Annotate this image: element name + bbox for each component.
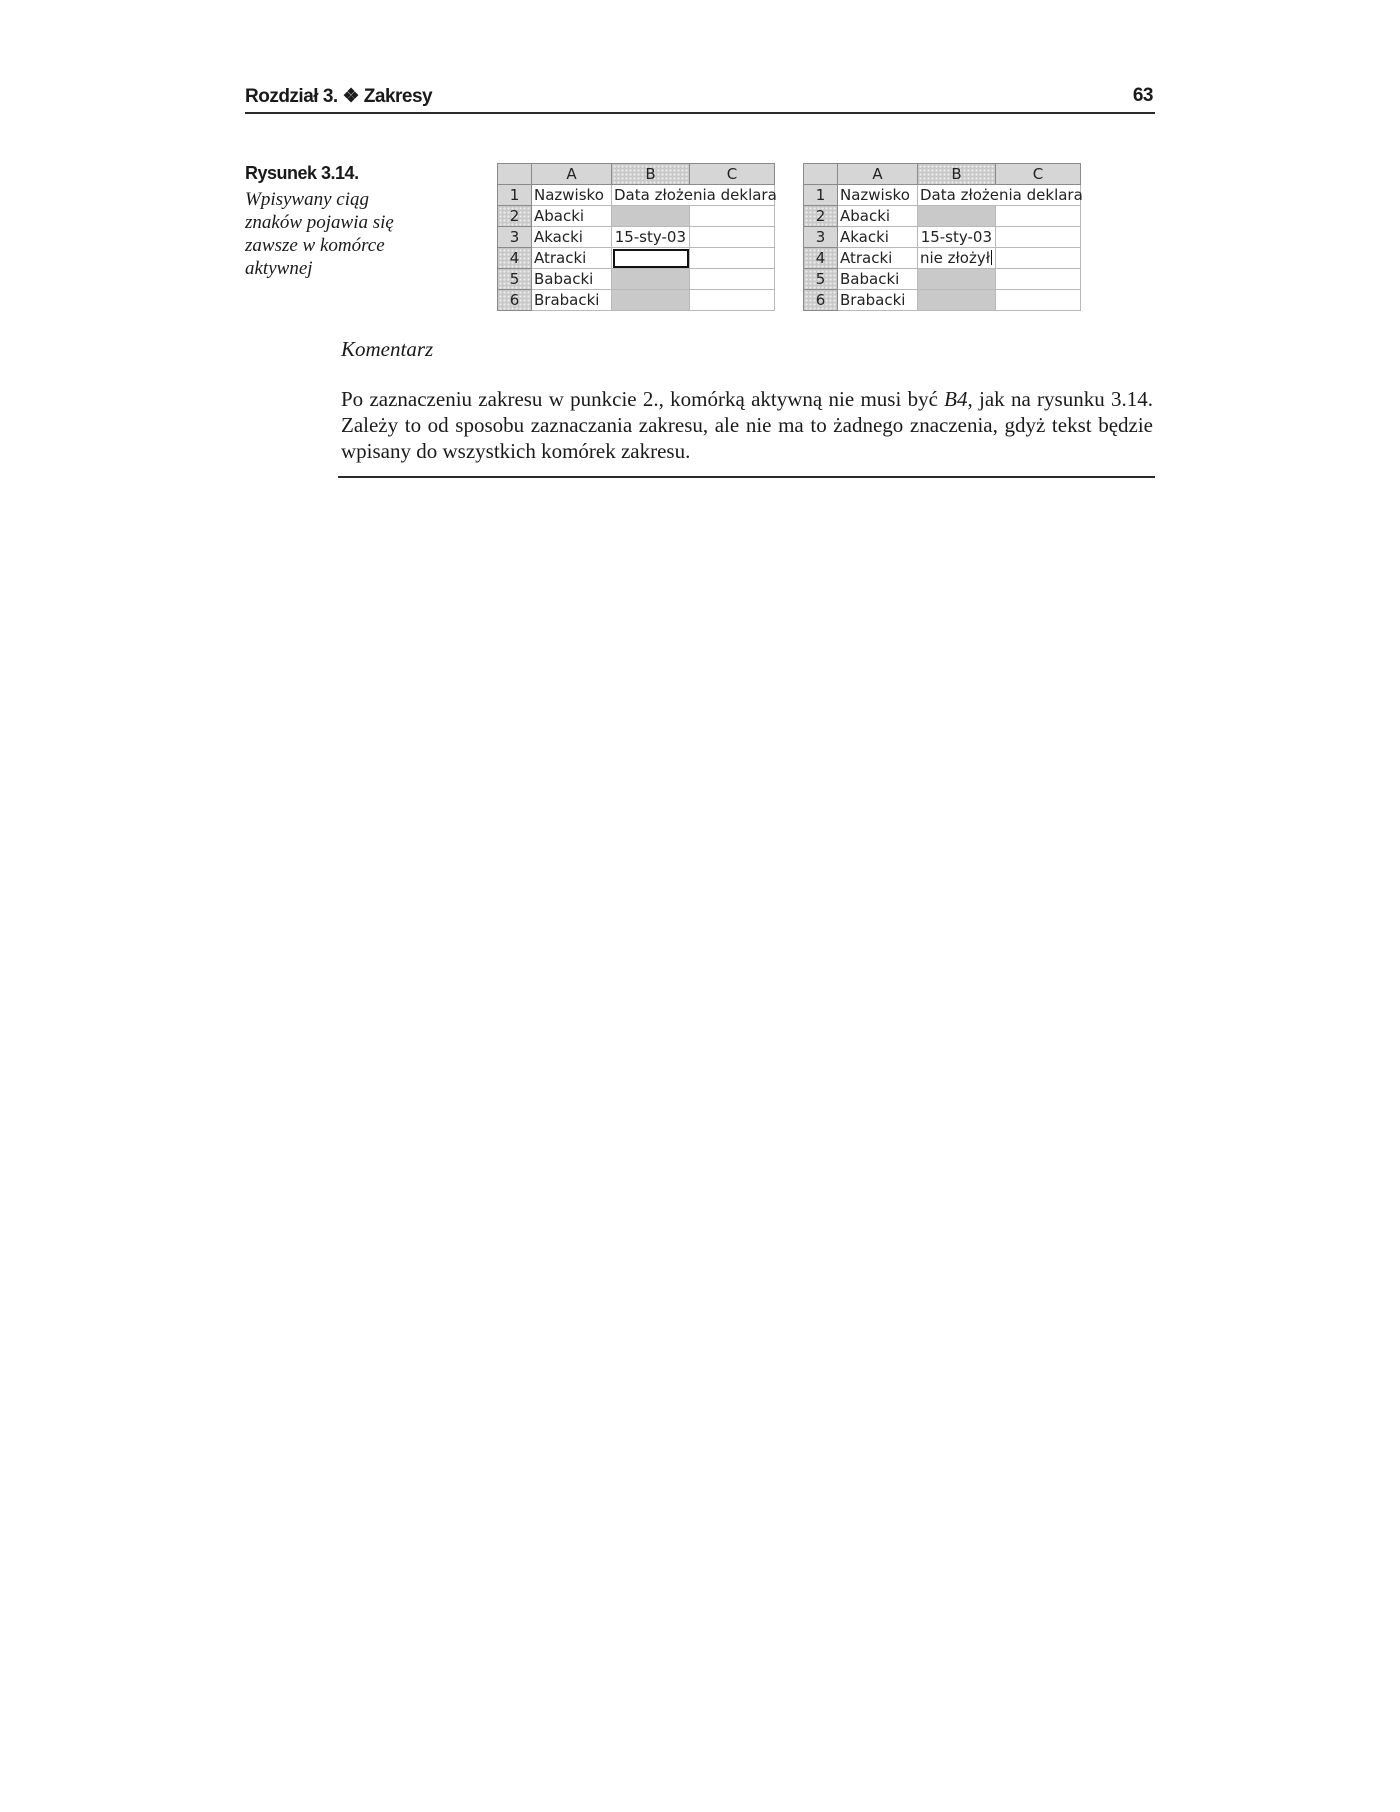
cell-c4[interactable]	[690, 248, 775, 269]
cell-b6[interactable]	[612, 290, 690, 311]
table-row	[498, 227, 775, 248]
cell-b2[interactable]	[918, 206, 996, 227]
cell-a4[interactable]: Atracki	[532, 248, 612, 269]
table-row	[498, 206, 775, 227]
cell-c3[interactable]	[690, 227, 775, 248]
column-header-c[interactable]: C	[690, 164, 775, 185]
cell-a6[interactable]: Brabacki	[532, 290, 612, 311]
table-row	[498, 290, 775, 311]
cell-a1[interactable]: Nazwisko	[532, 185, 612, 206]
active-cell-b4[interactable]	[612, 248, 690, 269]
row-header-2[interactable]: 2	[498, 206, 532, 227]
cell-c2[interactable]	[996, 206, 1081, 227]
cell-a5[interactable]: Babacki	[838, 269, 918, 290]
table-row	[804, 185, 1081, 206]
cell-a6[interactable]: Brabacki	[838, 290, 918, 311]
select-all-corner[interactable]	[804, 164, 838, 185]
cell-a1[interactable]: Nazwisko	[838, 185, 918, 206]
figure-caption: Wpisywany ciąg znaków pojawia się zawsze w komórce aktywnej	[245, 189, 394, 279]
table-row	[498, 185, 775, 206]
comment-paragraph	[341, 386, 1153, 464]
column-header-a[interactable]: A	[532, 164, 612, 185]
table-row	[804, 248, 1081, 269]
table-row	[498, 248, 775, 269]
cell-a2[interactable]: Abacki	[532, 206, 612, 227]
running-header	[245, 82, 1155, 114]
cell-b1[interactable]: Data złożenia deklara	[918, 185, 1081, 206]
row-header-3[interactable]: 3	[804, 227, 838, 248]
row-header-1[interactable]: 1	[804, 185, 838, 206]
cell-b1[interactable]: Data złożenia deklara	[612, 185, 775, 206]
comment-text-part-1: Po zaznaczeniu zakresu w punkcie 2., komórką aktywną nie musi być	[341, 387, 945, 411]
figure-label: Rysunek 3.14.	[245, 163, 359, 183]
cell-b2[interactable]	[612, 206, 690, 227]
cell-reference: B4	[944, 387, 968, 411]
cell-a5[interactable]: Babacki	[532, 269, 612, 290]
column-header-a[interactable]: A	[838, 164, 918, 185]
table-row	[804, 227, 1081, 248]
cell-c3[interactable]	[996, 227, 1081, 248]
cell-c5[interactable]	[996, 269, 1081, 290]
page-number: 63	[1132, 85, 1153, 106]
cell-b5[interactable]	[918, 269, 996, 290]
row-header-2[interactable]: 2	[804, 206, 838, 227]
table-row	[498, 269, 775, 290]
column-header-b[interactable]: B	[612, 164, 690, 185]
select-all-corner[interactable]	[498, 164, 532, 185]
cell-a3[interactable]: Akacki	[838, 227, 918, 248]
chapter-title: Rozdział 3. ❖ Zakresy	[245, 86, 433, 107]
spreadsheet-while-typing	[803, 163, 1081, 311]
row-header-3[interactable]: 3	[498, 227, 532, 248]
cell-c4[interactable]	[996, 248, 1081, 269]
cell-b3[interactable]: 15-sty-03	[918, 227, 996, 248]
cell-b3[interactable]: 15-sty-03	[612, 227, 690, 248]
cell-a2[interactable]: Abacki	[838, 206, 918, 227]
cell-b5[interactable]	[612, 269, 690, 290]
column-header-row	[804, 164, 1081, 185]
comment-text-part-2: , jak na rysunku 3.14. Zależy to od sposobu zaznaczania zakresu, ale nie ma to żadnego znaczenia, gdyż tekst będzie wpisany do wszystkich komórek zakresu.	[341, 387, 1153, 463]
row-header-5[interactable]: 5	[804, 269, 838, 290]
cell-b6[interactable]	[918, 290, 996, 311]
row-header-6[interactable]: 6	[804, 290, 838, 311]
column-header-b[interactable]: B	[918, 164, 996, 185]
cell-c6[interactable]	[996, 290, 1081, 311]
cell-c2[interactable]	[690, 206, 775, 227]
row-header-4[interactable]: 4	[804, 248, 838, 269]
comment-heading: Komentarz	[341, 337, 434, 361]
row-header-1[interactable]: 1	[498, 185, 532, 206]
table-row	[804, 269, 1081, 290]
column-header-c[interactable]: C	[996, 164, 1081, 185]
typed-text: nie złożył	[920, 249, 990, 267]
cell-a3[interactable]: Akacki	[532, 227, 612, 248]
spreadsheet-before-typing	[497, 163, 775, 311]
comment-bottom-rule	[338, 476, 1155, 478]
row-header-5[interactable]: 5	[498, 269, 532, 290]
cell-c6[interactable]	[690, 290, 775, 311]
table-row	[804, 206, 1081, 227]
text-cursor	[991, 250, 992, 265]
cell-a4[interactable]: Atracki	[838, 248, 918, 269]
editing-cell-b4[interactable]	[918, 248, 996, 269]
column-header-row	[498, 164, 775, 185]
cell-c5[interactable]	[690, 269, 775, 290]
row-header-4[interactable]: 4	[498, 248, 532, 269]
table-row	[804, 290, 1081, 311]
row-header-6[interactable]: 6	[498, 290, 532, 311]
